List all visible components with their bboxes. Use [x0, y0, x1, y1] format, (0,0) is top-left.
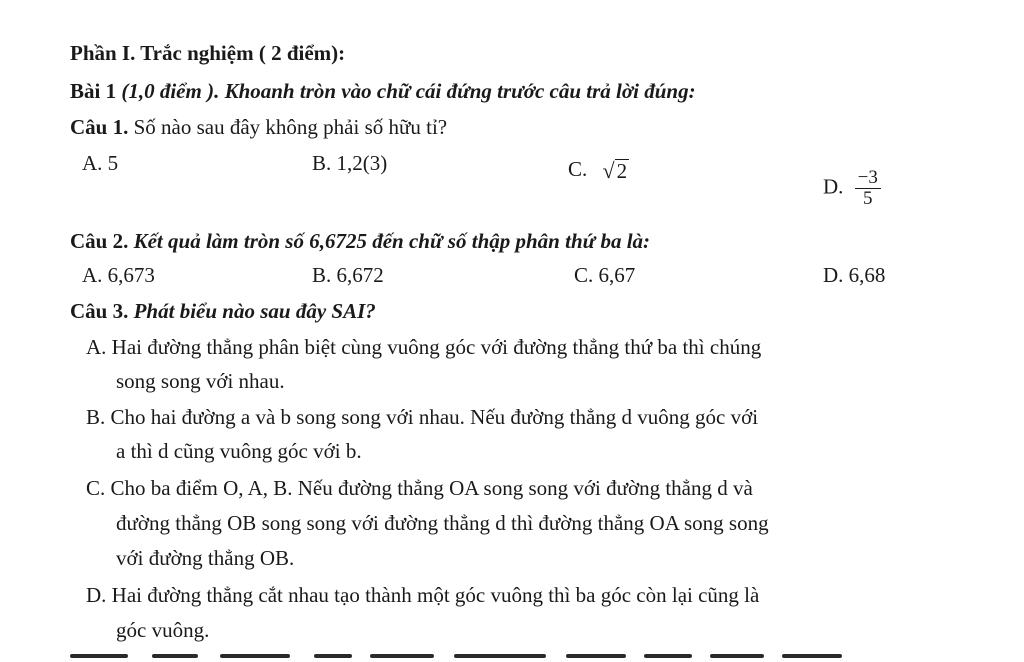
question-3-option-c-line-3: với đường thẳng OB. — [116, 546, 295, 570]
question-3-option-a-line-2: song song với nhau. — [116, 369, 285, 393]
question-3 — [70, 298, 376, 324]
question-3-option-d-line-2: góc vuông. — [116, 618, 210, 642]
part-title: Phần I. Trắc nghiệm ( 2 điểm): — [70, 41, 346, 65]
fraction-denominator: 5 — [863, 188, 873, 209]
question-1-option-c-label: C. — [568, 157, 588, 181]
question-2-option-c: C. 6,67 — [574, 263, 636, 287]
exercise-1-label: Bài 1 — [70, 79, 122, 103]
question-1-option-c — [568, 156, 629, 184]
question-2-label: Câu 2. — [70, 229, 129, 253]
question-3-option-b-line-1: B. Cho hai đường a và b song song với nhau. Nếu đường thẳng d vuông góc với — [86, 405, 759, 429]
question-1-option-a: A. 5 — [82, 151, 119, 175]
question-2-option-b: B. 6,672 — [312, 263, 384, 287]
question-3-text: Phát biểu nào sau đây SAI? — [128, 299, 376, 323]
question-2-text: Kết quả làm tròn số 6,6725 đến chữ số thập phân thứ ba là: — [128, 229, 651, 253]
fraction-numerator: −3 — [855, 168, 881, 189]
fraction-expression — [855, 168, 881, 209]
radicand: 2 — [616, 159, 628, 184]
question-2-option-d: D. 6,68 — [823, 263, 886, 287]
question-1-option-d-label: D. — [823, 174, 844, 199]
question-3-option-c-line-1: C. Cho ba điểm O, A, B. Nếu đường thẳng OA song song với đường thẳng d và — [86, 476, 753, 500]
radical-sign-icon: √ — [602, 158, 615, 184]
question-3-label: Câu 3. — [70, 299, 129, 323]
question-1 — [70, 114, 447, 140]
question-2 — [70, 228, 650, 254]
square-root-expression — [603, 158, 630, 184]
question-1-option-d — [823, 168, 881, 209]
question-3-option-b-line-2: a thì d cũng vuông góc với b. — [116, 439, 362, 463]
exercise-1-instruction: (1,0 điểm ). Khoanh tròn vào chữ cái đứng trước câu trả lời đúng: — [121, 79, 696, 103]
question-1-text: Số nào sau đây không phải số hữu tỉ? — [128, 115, 448, 139]
question-1-label: Câu 1. — [70, 115, 129, 139]
exercise-1-heading — [70, 78, 696, 104]
question-3-option-d-line-1: D. Hai đường thẳng cắt nhau tạo thành một góc vuông thì ba góc còn lại cũng là — [86, 583, 760, 607]
question-3-option-a-line-1: A. Hai đường thẳng phân biệt cùng vuông góc với đường thẳng thứ ba thì chúng — [86, 335, 762, 359]
question-2-option-a: A. 6,673 — [82, 263, 155, 287]
question-3-option-c-line-2: đường thẳng OB song song với đường thẳng d thì đường thẳng OA song song — [116, 511, 769, 535]
question-1-option-b: B. 1,2(3) — [312, 151, 388, 175]
cropped-text-line — [70, 650, 850, 662]
